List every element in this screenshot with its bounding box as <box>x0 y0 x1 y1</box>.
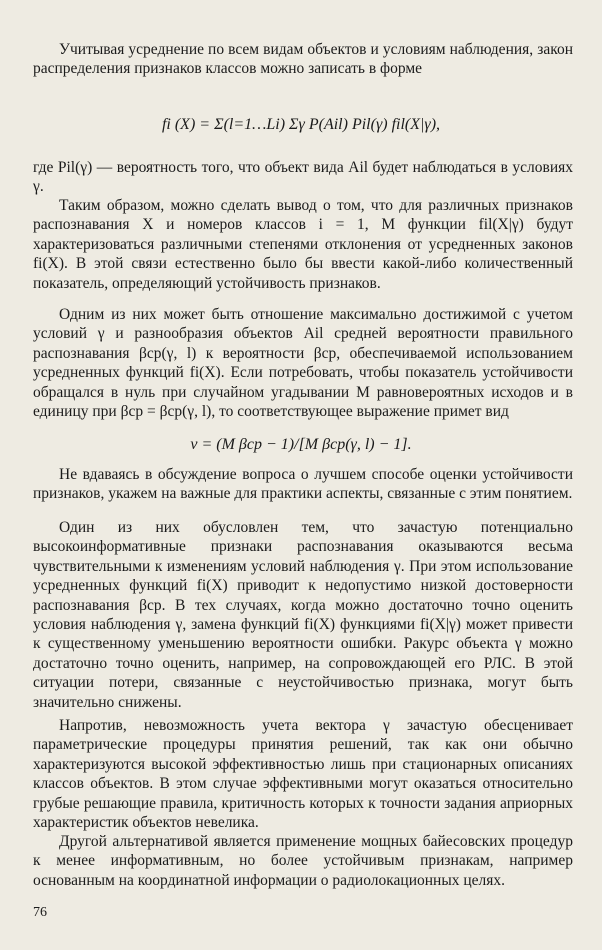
formula-stability: ν = (M βср − 1)/[M βср(γ, l) − 1]. <box>190 436 412 453</box>
paragraph-6: Один из них обусловлен тем, что зачастую потенциально высокоинформативные признаки распознавания оказываются весьма чувствительными к изменениям условий наблюдения γ. При этом использование усредненных функций fi(X) приводит к недопустимо низкой достоверности распознавания βср. В тех случаях, когда можно достаточно точно оценить условия наблюдения γ, замена функций fi(X) функциями fi(X|γ) может привести к существенному уменьшению вероятности ошибки. Ракурс объекта γ можно достаточно точно оценить, например, на сопровождающей его РЛС. В этой ситуации потери, связанные с неустойчивостью признака, могут быть значительно снижены. <box>33 519 573 711</box>
paragraph-4: Одним из них может быть отношение максимально достижимой с учетом условий γ и разнообразия объектов Ail средней вероятности правильного распознавания βср(γ, l) к вероятности βср, обеспечиваемой использованием усредненных функций fi(X). Если потребовать, чтобы показатель устойчивости обращался в нуль при случайном угадывании M равновероятных исходов и в единицу при βср = βср(γ, l), то соответствующее выражение примет вид <box>33 306 573 421</box>
paragraph-2: где Pil(γ) — вероятность того, что объект вида Ail будет наблюдаться в условиях γ. <box>33 159 573 196</box>
paragraph-1: Учитывая усреднение по всем видам объектов и условиям наблюдения, закон распределения признаков классов можно записать в форме <box>33 41 573 78</box>
paragraph-3: Таким образом, можно сделать вывод о том, что для различных признаков распознавания X и номеров классов i = 1, M функции fil(X|γ) будут характеризоваться различными степенями отклонения от усредненных законов fi(X). В этой связи естественно было бы ввести какой-либо количественный показатель, определяющий устойчивость признаков. <box>33 197 573 292</box>
page-number: 76 <box>33 905 47 920</box>
paragraph-5: Не вдаваясь в обсуждение вопроса о лучшем способе оценки устойчивости признаков, укажем на важные для практики аспекты, связанные с этим понятием. <box>33 466 573 503</box>
paragraph-8: Другой альтернативой является применение мощных байесовских процедур к менее информативным, но более устойчивым признакам, например основанным на координатной информации о радиолокационных целях. <box>33 833 573 889</box>
paragraph-7: Напротив, невозможность учета вектора γ зачастую обесценивает параметрические процедуры принятия решений, так как они обычно характеризуются высокой эффективностью лишь при стационарных описаниях классов объектов. В этом случае эффективными могут оказаться относительно грубые решающие правила, критичность которых к точности задания априорных характеристик объектов невелика. <box>33 717 573 832</box>
formula-distribution: fi (X) = Σ(l=1…Li) Σγ P(Ail) Pil(γ) fil(X|γ), <box>161 116 441 133</box>
